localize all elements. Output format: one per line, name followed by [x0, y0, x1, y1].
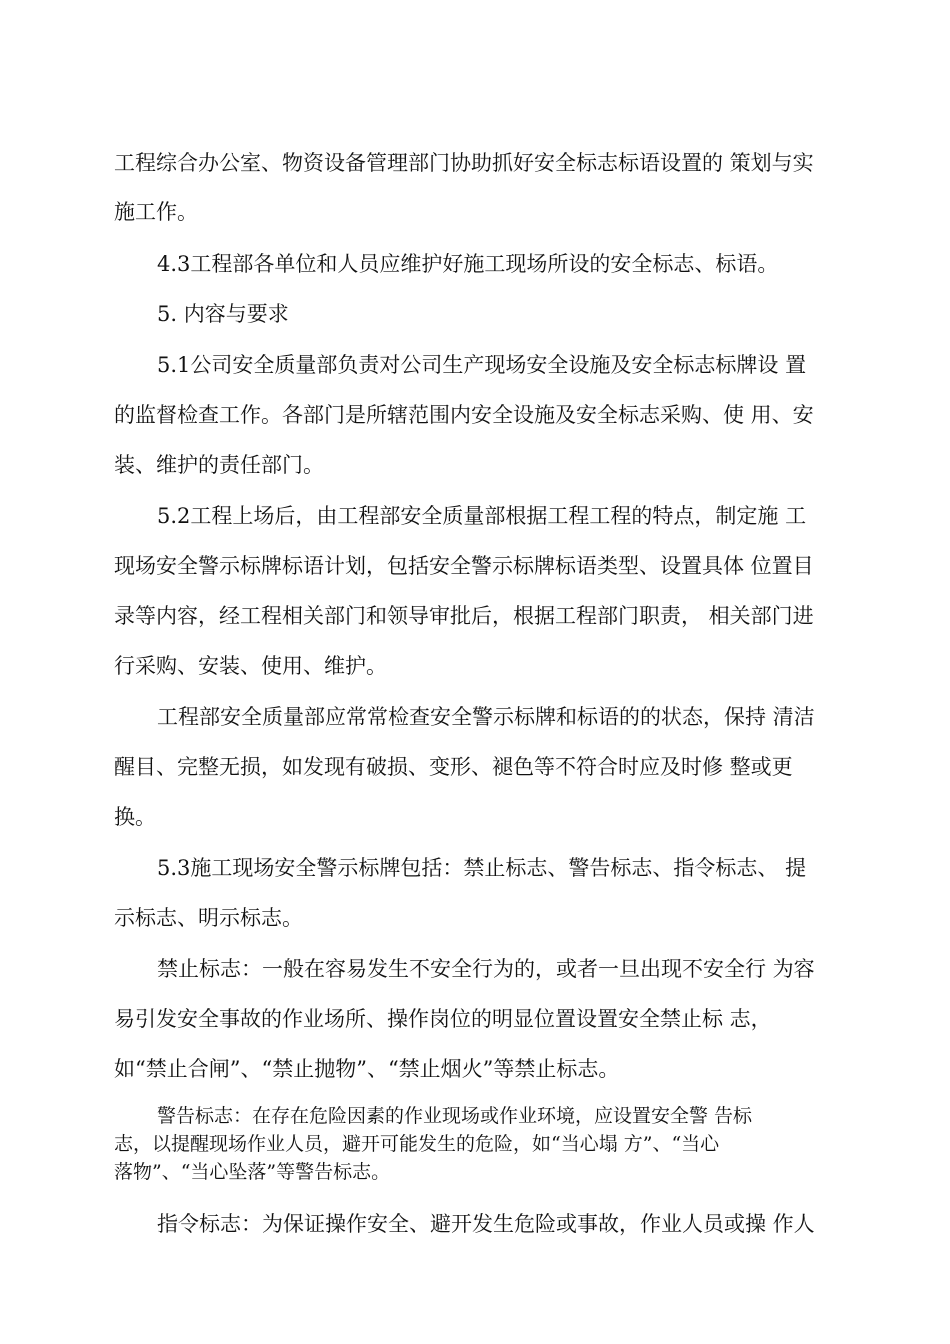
- paragraph-line: 5.3施工现场安全警示标牌包括：禁止标志、警告标志、指令标志、 提: [157, 856, 807, 880]
- paragraph-line: 工程部安全质量部应常常检查安全警示标牌和标语的的状态，保持 清洁: [157, 705, 815, 729]
- section-4-3-line: 4.3工程部各单位和人员应维护好施工现场所设的安全标志、标语。: [157, 252, 779, 276]
- paragraph-line: 施工作。: [114, 200, 198, 224]
- paragraph-line: 的监督检查工作。各部门是所辖范围内安全设施及安全标志采购、使 用、安: [114, 403, 814, 427]
- paragraph-line: 现场安全警示标牌标语计划，包括安全警示标牌标语类型、设置具体 位置目: [114, 554, 814, 578]
- paragraph-line: 禁止标志：一般在容易发生不安全行为的，或者一旦出现不安全行 为容: [157, 957, 815, 981]
- paragraph-line: 5.1公司安全质量部负责对公司生产现场安全设施及安全标志标牌设 置: [157, 353, 807, 377]
- paragraph-line: 换。: [114, 805, 156, 829]
- paragraph-line: 工程综合办公室、物资设备管理部门协助抓好安全标志标语设置的 策划与实: [114, 151, 814, 175]
- paragraph-line: 醒目、完整无损，如发现有破损、变形、褪色等不符合时应及时修 整或更: [114, 755, 793, 779]
- paragraph-line: 志，以提醒现场作业人员，避开可能发生的危险，如“当心塌 方”、“当心: [114, 1133, 720, 1155]
- paragraph-line: 警告标志：在存在危险因素的作业现场或作业环境，应设置安全警 告标: [157, 1105, 753, 1127]
- paragraph-line: 如“禁止合闸”、“禁止抛物”、“禁止烟火”等禁止标志。: [114, 1057, 620, 1081]
- paragraph-line: 落物”、“当心坠落”等警告标志。: [114, 1161, 391, 1183]
- paragraph-line: 装、维护的责任部门。: [114, 453, 324, 477]
- paragraph-line: 易引发安全事故的作业场所、操作岗位的明显位置设置安全禁止标 志，: [114, 1007, 772, 1031]
- paragraph-line: 录等内容，经工程相关部门和领导审批后，根据工程部门职责， 相关部门进: [114, 604, 814, 628]
- paragraph-line: 行采购、安装、使用、维护。: [114, 654, 387, 678]
- section-5-heading: 5. 内容与要求: [157, 302, 289, 326]
- paragraph-line: 5.2工程上场后，由工程部安全质量部根据工程工程的特点，制定施 工: [157, 504, 807, 528]
- paragraph-line: 指令标志：为保证操作安全、避开发生危险或事故，作业人员或操 作人: [157, 1212, 815, 1236]
- paragraph-line: 示标志、明示标志。: [114, 906, 303, 930]
